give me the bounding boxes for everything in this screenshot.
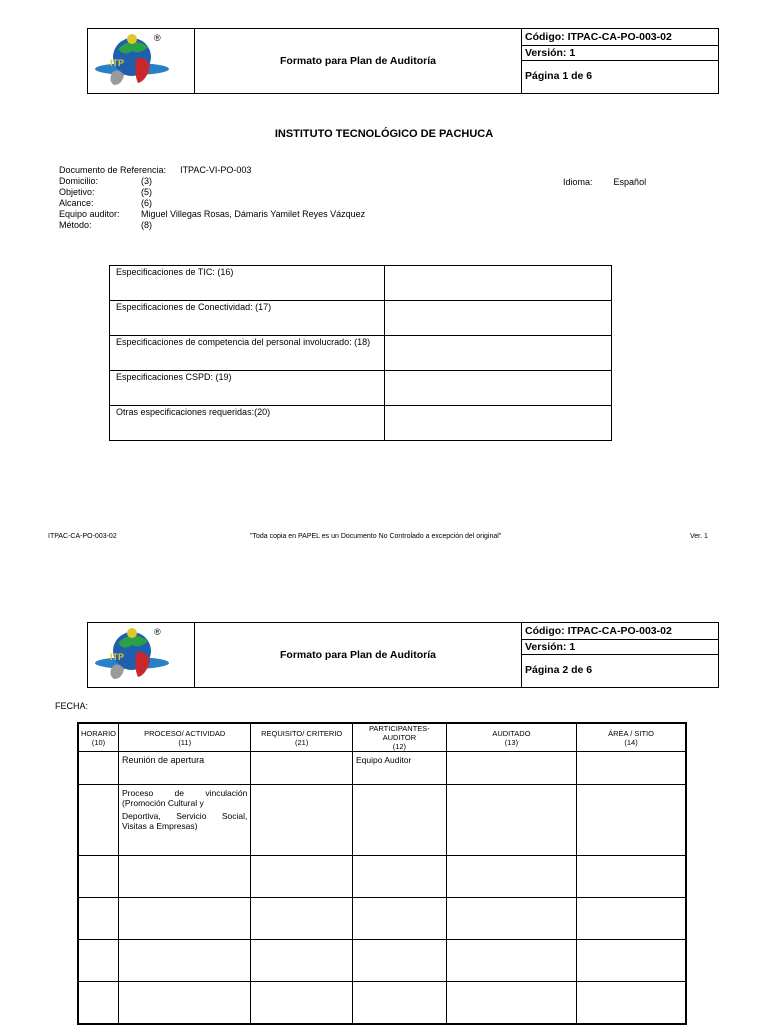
metodo-label: Método: (59, 220, 92, 230)
idioma (563, 177, 646, 187)
header-meta (521, 29, 719, 93)
doc-ref-value: ITPAC-VI-PO-003 (180, 165, 252, 175)
spec-row (110, 301, 612, 336)
col-participantes: PARTICIPANTES- AUDITOR (12) (352, 723, 446, 752)
cell[interactable] (251, 752, 353, 785)
svg-text:®: ® (154, 33, 161, 43)
page-number: Página 2 de 6 (525, 664, 593, 676)
idioma-value: Español (613, 177, 647, 187)
cell[interactable] (352, 982, 446, 1024)
table-row (78, 898, 686, 940)
proceso-text-a: Proceso de vinculación (Promoción Cultural y (122, 788, 248, 808)
cell[interactable] (352, 785, 446, 856)
cell[interactable] (119, 940, 251, 982)
cell[interactable] (78, 785, 119, 856)
cell[interactable] (119, 898, 251, 940)
cell[interactable] (446, 856, 576, 898)
cell[interactable] (251, 856, 353, 898)
spec-label: Especificaciones de Conectividad: (17) (110, 301, 385, 336)
spec-label: Especificaciones CSPD: (19) (110, 371, 385, 406)
itp-logo (88, 623, 195, 687)
table-row (78, 940, 686, 982)
cell[interactable] (251, 898, 353, 940)
cell-participantes[interactable]: Equipo Auditor (352, 752, 446, 785)
cell[interactable] (78, 856, 119, 898)
objetivo-label: Objetivo: (59, 187, 95, 197)
col-auditado: AUDITADO (13) (446, 723, 576, 752)
spec-label: Especificaciones de TIC: (16) (110, 266, 385, 301)
cell-proceso[interactable] (119, 785, 251, 856)
footer-note: "Toda copia en PAPEL es un Documento No Controlado a excepción del original" (250, 533, 502, 540)
form-title: Formato para Plan de Auditoría (280, 649, 436, 661)
table-header-row (78, 723, 686, 752)
spec-value-field[interactable] (385, 266, 612, 301)
cell[interactable] (446, 940, 576, 982)
document-info (59, 165, 365, 231)
cell[interactable] (78, 898, 119, 940)
table-row (78, 785, 686, 856)
fecha-label: FECHA: (55, 701, 89, 711)
svg-text:ITP: ITP (110, 58, 125, 68)
footer-code: ITPAC-CA-PO-003-02 (48, 533, 117, 540)
objetivo-value: (5) (141, 187, 152, 197)
institute-title: INSTITUTO TECNOLÓGICO DE PACHUCA (274, 128, 494, 140)
spec-row (110, 336, 612, 371)
cell[interactable] (577, 940, 686, 982)
cell[interactable] (352, 856, 446, 898)
table-row (78, 752, 686, 785)
doc-ref-label: Documento de Referencia: (59, 165, 167, 175)
alcance-label: Alcance: (59, 198, 94, 208)
version: Versión: 1 (522, 640, 719, 655)
itp-logo-icon (88, 623, 194, 687)
page1-header (87, 28, 719, 94)
spec-value-field[interactable] (385, 406, 612, 441)
cell[interactable] (78, 940, 119, 982)
col-proceso: PROCESO/ ACTIVIDAD (11) (119, 723, 251, 752)
cell[interactable] (78, 752, 119, 785)
col-area: ÁREA / SITIO (14) (577, 723, 686, 752)
cell[interactable] (577, 752, 686, 785)
cell[interactable] (352, 940, 446, 982)
spec-value-field[interactable] (385, 301, 612, 336)
cell[interactable] (446, 982, 576, 1024)
cell[interactable] (577, 856, 686, 898)
svg-text:®: ® (154, 627, 161, 637)
col-requisito: REQUISITO/ CRITERIO (21) (251, 723, 353, 752)
footer-version: Ver. 1 (690, 533, 708, 540)
equipo-value: Miguel Villegas Rosas, Dámaris Yamilet Reyes Vázquez (141, 209, 366, 219)
cell[interactable] (251, 785, 353, 856)
alcance-value: (6) (141, 198, 152, 208)
spec-label: Especificaciones de competencia del personal involucrado: (18) (110, 336, 385, 371)
itp-logo (88, 29, 195, 93)
cell[interactable] (78, 982, 119, 1024)
cell[interactable] (251, 940, 353, 982)
domicilio-value: (3) (141, 176, 152, 186)
idioma-label: Idioma: (563, 177, 593, 187)
cell[interactable] (119, 982, 251, 1024)
header-meta (521, 623, 719, 687)
cell[interactable] (446, 898, 576, 940)
cell-proceso[interactable]: Reunión de apertura (119, 752, 251, 785)
page2-header (87, 622, 719, 688)
spec-label: Otras especificaciones requeridas:(20) (110, 406, 385, 441)
cell[interactable] (577, 785, 686, 856)
metodo-value: (8) (141, 220, 152, 230)
version: Versión: 1 (522, 46, 719, 61)
cell[interactable] (577, 898, 686, 940)
domicilio-label: Domicilio: (59, 176, 99, 186)
codigo: Código: ITPAC-CA-PO-003-02 (522, 623, 719, 640)
specs-table (109, 265, 612, 441)
form-title: Formato para Plan de Auditoría (280, 55, 436, 67)
cell[interactable] (352, 898, 446, 940)
spec-value-field[interactable] (385, 336, 612, 371)
page-number: Página 1 de 6 (525, 70, 593, 82)
spec-row (110, 406, 612, 441)
cell[interactable] (577, 982, 686, 1024)
cell[interactable] (446, 752, 576, 785)
proceso-text-b: Deportiva, Servicio Social, Visitas a Empresas) (122, 811, 248, 831)
codigo: Código: ITPAC-CA-PO-003-02 (522, 29, 719, 46)
itp-logo-icon (88, 29, 194, 93)
svg-text:ITP: ITP (110, 652, 125, 662)
spec-row (110, 266, 612, 301)
table-row (78, 856, 686, 898)
cell[interactable] (446, 785, 576, 856)
equipo-label: Equipo auditor: (59, 209, 120, 219)
table-row (78, 982, 686, 1024)
cell[interactable] (119, 856, 251, 898)
audit-plan-table (77, 722, 687, 1025)
cell[interactable] (251, 982, 353, 1024)
spec-value-field[interactable] (385, 371, 612, 406)
spec-row (110, 371, 612, 406)
col-horario: HORARIO (10) (78, 723, 119, 752)
